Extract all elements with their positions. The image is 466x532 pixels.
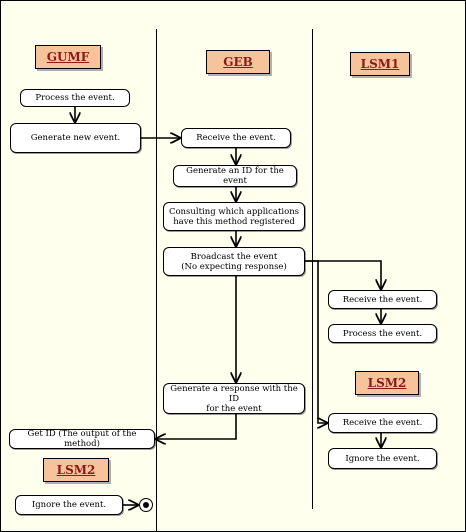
node-get-id: Get ID (The output of the method) — [9, 429, 155, 449]
node-generate-response: Generate a response with the ID for the event — [163, 383, 305, 414]
lane-title-lsm2-right: LSM2 — [355, 371, 419, 395]
node-generate-id: Generate an ID for the event — [173, 165, 297, 187]
lane-title-lsm1: LSM1 — [350, 52, 410, 76]
node-receive-event-lsm2: Receive the event. — [328, 413, 437, 433]
node-ignore-event-right: Ignore the event. — [328, 448, 437, 469]
arrow-broadcast-to-lsm1 — [305, 261, 381, 289]
arrow-response-to-getid — [156, 414, 236, 439]
flow-arrows — [1, 1, 465, 531]
node-broadcast: Broadcast the event (No expecting response) — [163, 247, 305, 276]
node-receive-event-geb: Receive the event. — [181, 128, 291, 148]
lane-title-geb: GEB — [206, 50, 270, 74]
node-receive-event-lsm1: Receive the event. — [328, 290, 437, 309]
node-consulting: Consulting which applications have this method registered — [163, 202, 305, 231]
node-ignore-event-left: Ignore the event. — [15, 495, 123, 515]
node-process-event-lsm1: Process the event. — [328, 324, 437, 343]
node-generate-new-event: Generate new event. — [10, 123, 141, 153]
node-process-event-gumf: Process the event. — [20, 89, 130, 107]
lane-title-lsm2-left: LSM2 — [43, 458, 109, 482]
lane-title-gumf: GUMF — [35, 45, 101, 69]
arrow-broadcast-to-lsm2 — [305, 261, 327, 423]
